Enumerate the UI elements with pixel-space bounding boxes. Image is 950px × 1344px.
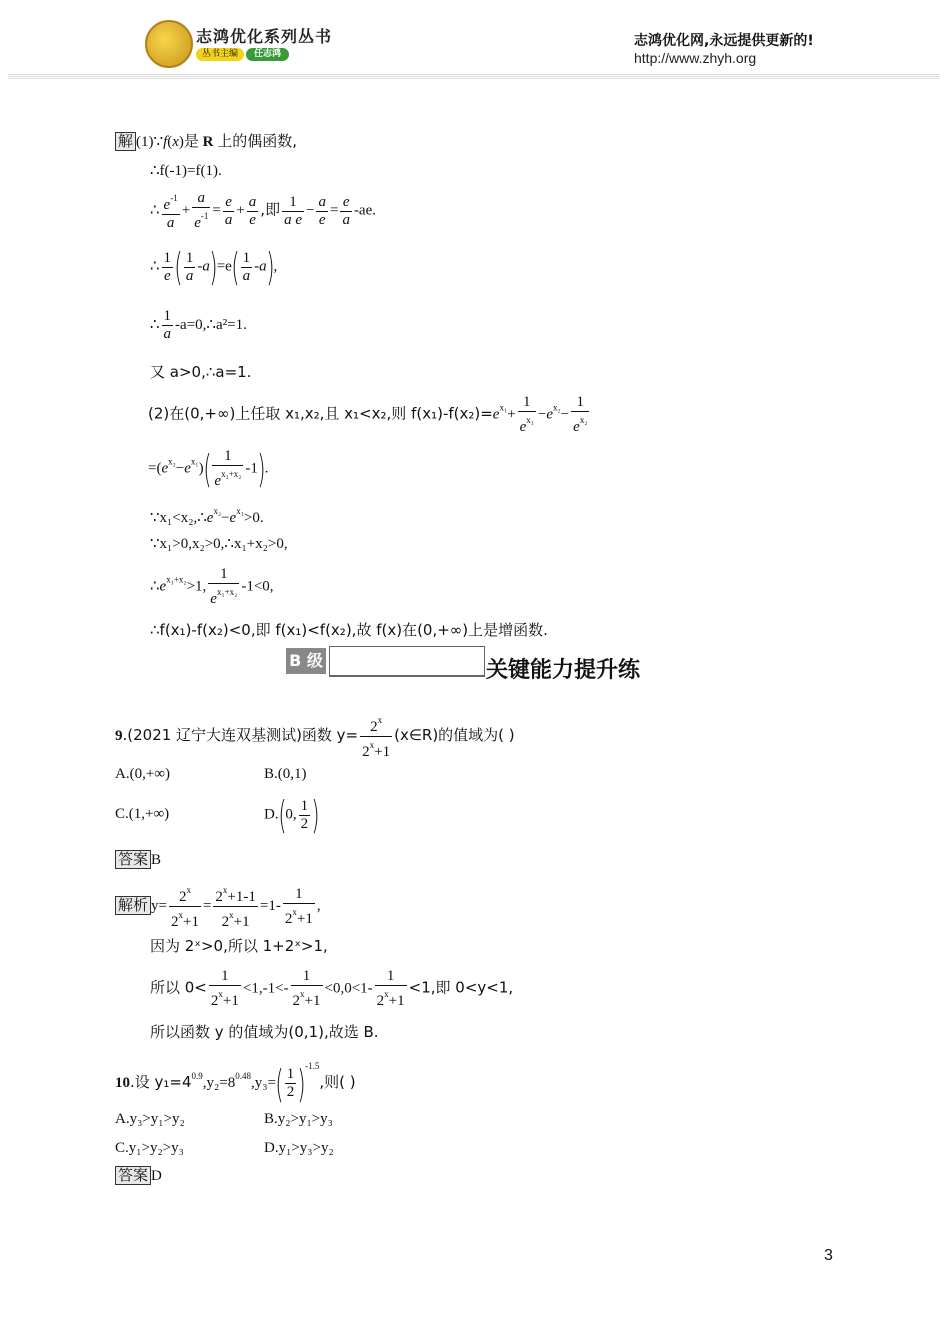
- q10-option-d[interactable]: D.y₁>y₃>y₂: [264, 1140, 334, 1156]
- q9-sol-line-3: 所以 0< $\frac{1}{2^x+1}$ <1,-1<- $\frac{1}{2^x+1}$ <0,0<1- $\frac{1}{2^x+1}$ <1,即 0<y<1,: [150, 968, 514, 1009]
- sol8-line-5: ∴ $\frac{1}{a}$ -a=0,∴a²=1.: [150, 308, 247, 342]
- q9-option-b[interactable]: B.(0,1): [264, 766, 307, 782]
- header-url[interactable]: http://www.zhyh.org: [634, 50, 757, 66]
- q9-stem: 9.(2021 辽宁大连双基测试)函数 y= $\frac{2^x}{2^x+1}$ (x∈R)的值域为( ): [115, 712, 515, 761]
- sol8-line-7: (2)在(0,+∞)上任取 x₁,x₂,且 x₁<x₂,则 $f(x_1)-f(x_2)=e^{x_1}+$ $\frac{1}{e^{x_1}}$ $-e^{x_2}-$ $\frac{1}{e^{x_2}}$: [148, 394, 588, 435]
- section-level-badge: B 级: [286, 648, 326, 674]
- section-title: 关键能力提升练: [486, 658, 641, 683]
- q9-sol-line-1: 解析 y= $\frac{2^x}{2^x+1}$ = $\frac{2^x+1-1}{2^x+1}$ =1- $\frac{1}{2^x+1}$ ,: [115, 882, 321, 931]
- section-level-frame: [329, 646, 485, 677]
- q10-option-b[interactable]: B.y₂>y₁>y₃: [264, 1111, 333, 1127]
- sol8-line-2: ∴f(-1)=f(1).: [150, 163, 222, 179]
- sol8-line-8: $=(e^{x_2}-e^{x_1})$( $\frac{1}{e^{x_1+x_2}}$ -1).: [148, 447, 269, 491]
- header-slogan: 志鸿优化网,永远提供更新的!: [634, 33, 814, 49]
- q9-sol-line-2: 因为 2ˣ>0,所以 1+2ˣ>1,: [150, 937, 328, 955]
- answer-tag-2: 答案: [115, 1166, 151, 1185]
- jiexi-tag-2: 解析: [115, 896, 151, 915]
- header-divider: [8, 74, 940, 80]
- q10-option-c[interactable]: C.y₁>y₂>y₃: [115, 1140, 184, 1156]
- editor-label: 丛书主编: [196, 48, 244, 61]
- q10-stem: 10.设 $y_1=4^{0.9},y_2=8^{0.48},y_3=$( $\frac{1}{2}$ )$^{-1.5}$,则( ): [115, 1061, 356, 1106]
- jiexi-tag: 解: [115, 132, 136, 151]
- sol8-line-6: 又 a>0,∴a=1.: [150, 363, 252, 381]
- sol8-line-11: $\therefore e^{x_1+x_2}>1$, $\frac{1}{e^{x_1+x_2}}$ -1<0,: [150, 566, 274, 607]
- sol8-line-10: ∵x₁>0,x₂>0,∴x₁+x₂>0,: [150, 536, 288, 552]
- series-logo-icon: [145, 20, 193, 68]
- q9-sol-line-4: 所以函数 y 的值域为(0,1),故选 B.: [150, 1023, 379, 1041]
- editor-name: 任志鸿: [246, 48, 289, 61]
- answer-tag: 答案: [115, 850, 151, 869]
- sol8-line-3: ∴ $\frac{e^{-1}}{a}$ + $\frac{a}{e^{-1}}$ = $\frac{e}{a}$ + $\frac{a}{e}$ ,即 $\frac{1}{\text{a e}}$ − $\frac{a}{e}$ = $\frac{e}{a}$ -ae.: [150, 190, 376, 231]
- series-title: 志鸿优化系列丛书: [196, 27, 333, 46]
- q9-option-a[interactable]: A.(0,+∞): [115, 766, 170, 782]
- q9-option-d[interactable]: D.(0, $\frac{1}{2}$ ): [264, 793, 320, 837]
- sol8-line-1: 解 (1)∵f(x)是 R 上的偶函数,: [115, 131, 297, 152]
- q10-answer: 答案 D: [115, 1166, 162, 1186]
- q10-option-a[interactable]: A.y₃>y₁>y₂: [115, 1111, 185, 1127]
- q9-option-c[interactable]: C.(1,+∞): [115, 806, 170, 822]
- page-number: 3: [824, 1247, 833, 1264]
- q9-answer: 答案 B: [115, 850, 161, 870]
- sol8-line-9: $\because x_1<x_2,\therefore e^{x_2}-e^{x_1}>0$.: [150, 506, 264, 526]
- sol8-line-4: ∴ $\frac{1}{e}$ ( $\frac{1}{a}$ -a)=e( $\frac{1}{a}$ -a),: [150, 245, 278, 289]
- sol8-line-12: ∴f(x₁)-f(x₂)<0,即 f(x₁)<f(x₂),故 f(x)在(0,+∞)上是增函数.: [150, 621, 548, 639]
